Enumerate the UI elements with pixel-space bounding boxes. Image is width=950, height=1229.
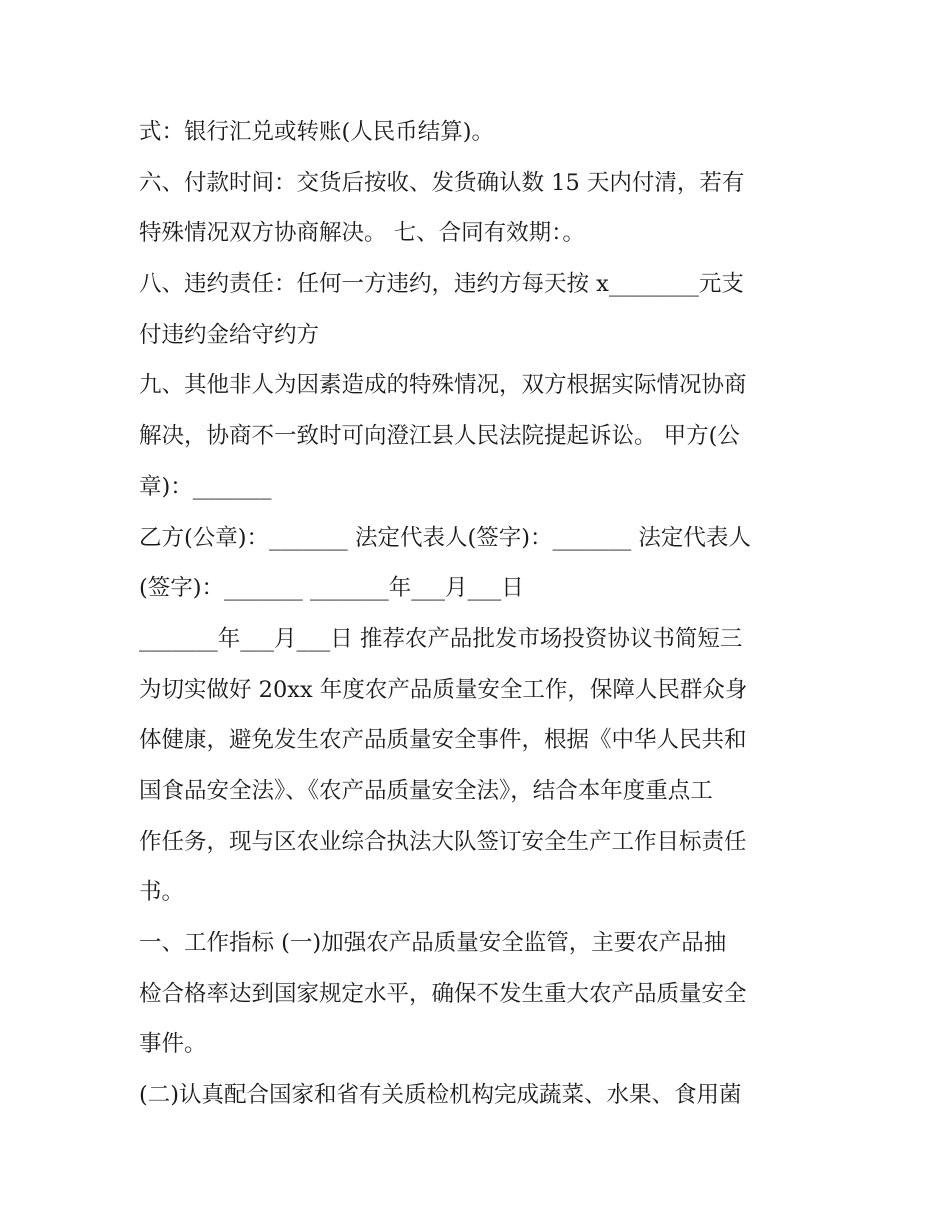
text-line: 乙方(公章)：_______ 法定代表人(签字)：_______ 法定代表人	[139, 524, 751, 551]
text-line: 六、付款时间：交货后按收、发货确认数 15 天内付清，若有	[139, 169, 745, 196]
text-line: 国食品安全法》、《农产品质量安全法》，结合本年度重点工	[139, 777, 713, 804]
text-line: 九、其他非人为因素造成的特殊情况，双方根据实际情况协商	[139, 372, 747, 399]
text-line: 为切实做好 20xx 年度农产品质量安全工作，保障人民群众身	[139, 676, 748, 703]
text-line: 作任务，现与区农业综合执法大队签订安全生产工作目标责任	[139, 828, 747, 855]
document-body	[139, 107, 819, 1121]
text-line: 体健康，避免发生农产品质量安全事件，根据《中华人民共和	[139, 727, 747, 754]
text-line: _______年___月___日 推荐农产品批发市场投资协议书简短三	[139, 625, 743, 652]
text-line: 章)：_______	[139, 473, 272, 500]
text-line: 事件。	[139, 1031, 207, 1058]
text-line: 一、工作指标 (一)加强农产品质量安全监管，主要农产品抽	[139, 930, 727, 956]
text-line: 特殊情况双方协商解决。 七、合同有效期：。	[139, 220, 585, 247]
text-line: 式：银行汇兑或转账(人民币结算)。	[139, 119, 495, 145]
text-line: 书。	[139, 879, 185, 906]
text-line: 检合格率达到国家规定水平，确保不发生重大农产品质量安全	[139, 980, 747, 1007]
text-line: 解决，协商不一致时可向澄江县人民法院提起诉讼。 甲方(公	[139, 423, 740, 450]
text-line: (二)认真配合国家和省有关质检机构完成蔬菜、水果、食用菌	[139, 1082, 742, 1109]
text-line: (签字)：_______ _______年___月___日	[139, 575, 524, 602]
text-line: 付违约金给守约方	[139, 321, 320, 348]
text-line: 八、违约责任：任何一方违约，违约方每天按 x________元支	[139, 271, 744, 298]
